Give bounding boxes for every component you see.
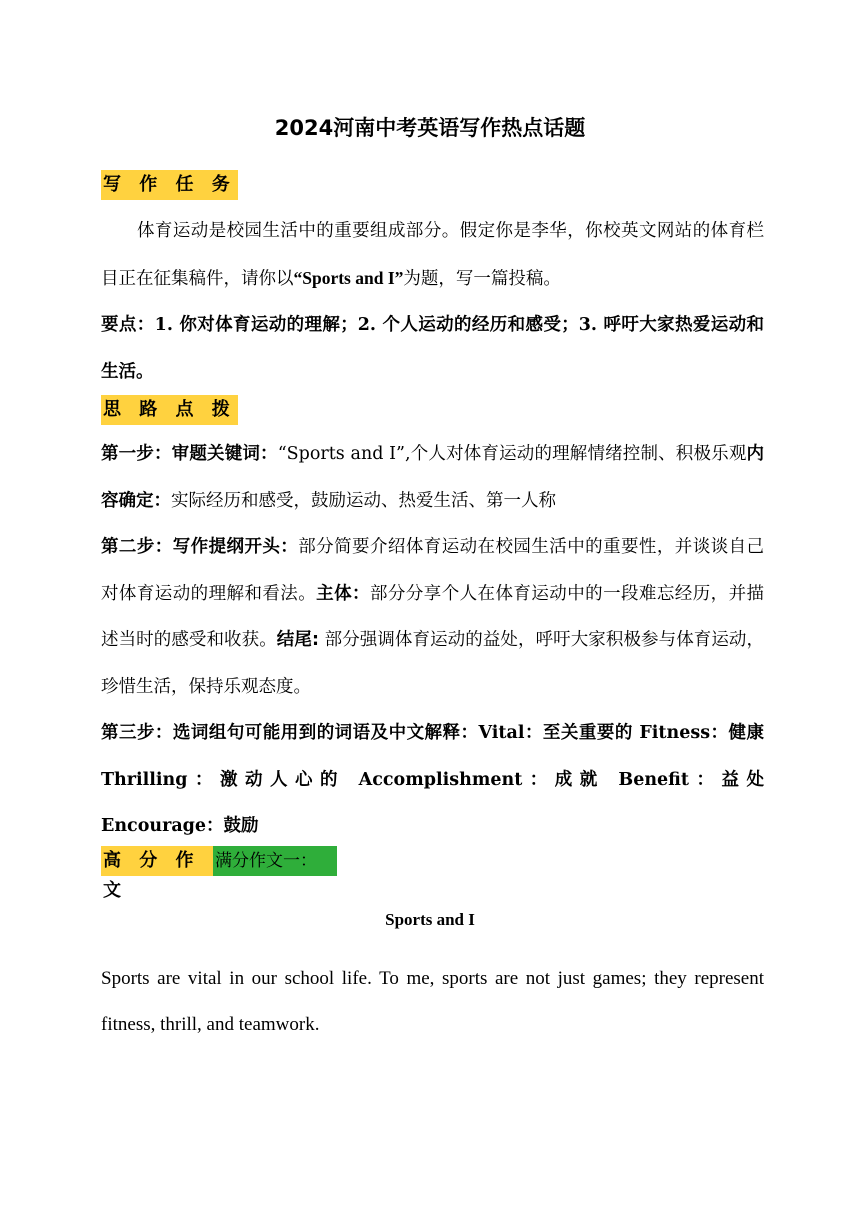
task-points xyxy=(101,302,764,395)
task-description xyxy=(101,208,764,395)
step1-content-label: 内容确定： xyxy=(101,444,764,511)
task-intro-text: 体育运动是校园生活中的重要组成部分。假定你是李华，你校英文网站的体育栏目正在征集稿件，请你以 xyxy=(101,221,764,289)
document-title: 2024河南中考英语写作热点话题 xyxy=(274,116,586,140)
task-points-text: 1. 你对体育运动的理解；2. 个人运动的经历和感受；3. 呼吁大家热爱运动和生活。 xyxy=(101,315,765,382)
step2-end-label: 结尾: xyxy=(276,630,319,650)
task-topic: “Sports and I” xyxy=(293,267,404,288)
task-points-label: 要点： xyxy=(101,315,155,335)
step2-label: 第二步：写作提纲开头： xyxy=(101,537,299,557)
step1-keywords: “Sports and I”,个人对体育运动的理解情绪控制、积极乐观 xyxy=(277,444,747,464)
guide-step-3: 第三步：选词组句可能用到的词语及中文解释：Vital：至关重要的 Fitness：健康 Thrilling：激动人心的 Accomplishment：成就 Benefit：益处 Encourage：鼓励 xyxy=(101,723,764,836)
guide-step-1 xyxy=(101,431,764,524)
step2-body: 部分分享个人在体育运动中的一段难忘经历，并描述当时的感受和收获。 xyxy=(101,583,765,650)
guide-steps xyxy=(101,431,764,850)
guide-step-2 xyxy=(101,524,764,710)
section-heading-ideas: 思 路 点 拨 xyxy=(101,395,238,425)
step2-opening: 部分简要介绍体育运动在校园生活中的重要性，并谈谈自己对体育运动的理解和看法。 xyxy=(101,537,765,604)
essay-body xyxy=(101,956,764,1048)
essay-title: Sports and I xyxy=(385,910,475,929)
step2-body-label: 主体： xyxy=(316,583,370,604)
step1-label: 第一步：审题关键词： xyxy=(101,444,278,464)
task-intro-end: 为题，写一篇投稿。 xyxy=(403,268,561,289)
task-intro xyxy=(101,208,764,302)
step1-content: 实际经历和感受，鼓励运动、热爱生活、第一人称 xyxy=(171,490,556,511)
section-heading-writing-task: 写 作 任 务 xyxy=(101,170,238,200)
essay-paragraph: Sports are vital in our school life. To me, sports are not just games; they represent fitness, thrill, and teamwork. xyxy=(101,968,764,1035)
step2-ending: 部分强调体育运动的益处，呼吁大家积极参与体育运动，珍惜生活，保持乐观态度。 xyxy=(101,630,765,697)
section-heading-sample-essay: 高 分 作 文 xyxy=(101,846,213,876)
sample-essay-tag: 满分作文一： xyxy=(213,846,337,876)
